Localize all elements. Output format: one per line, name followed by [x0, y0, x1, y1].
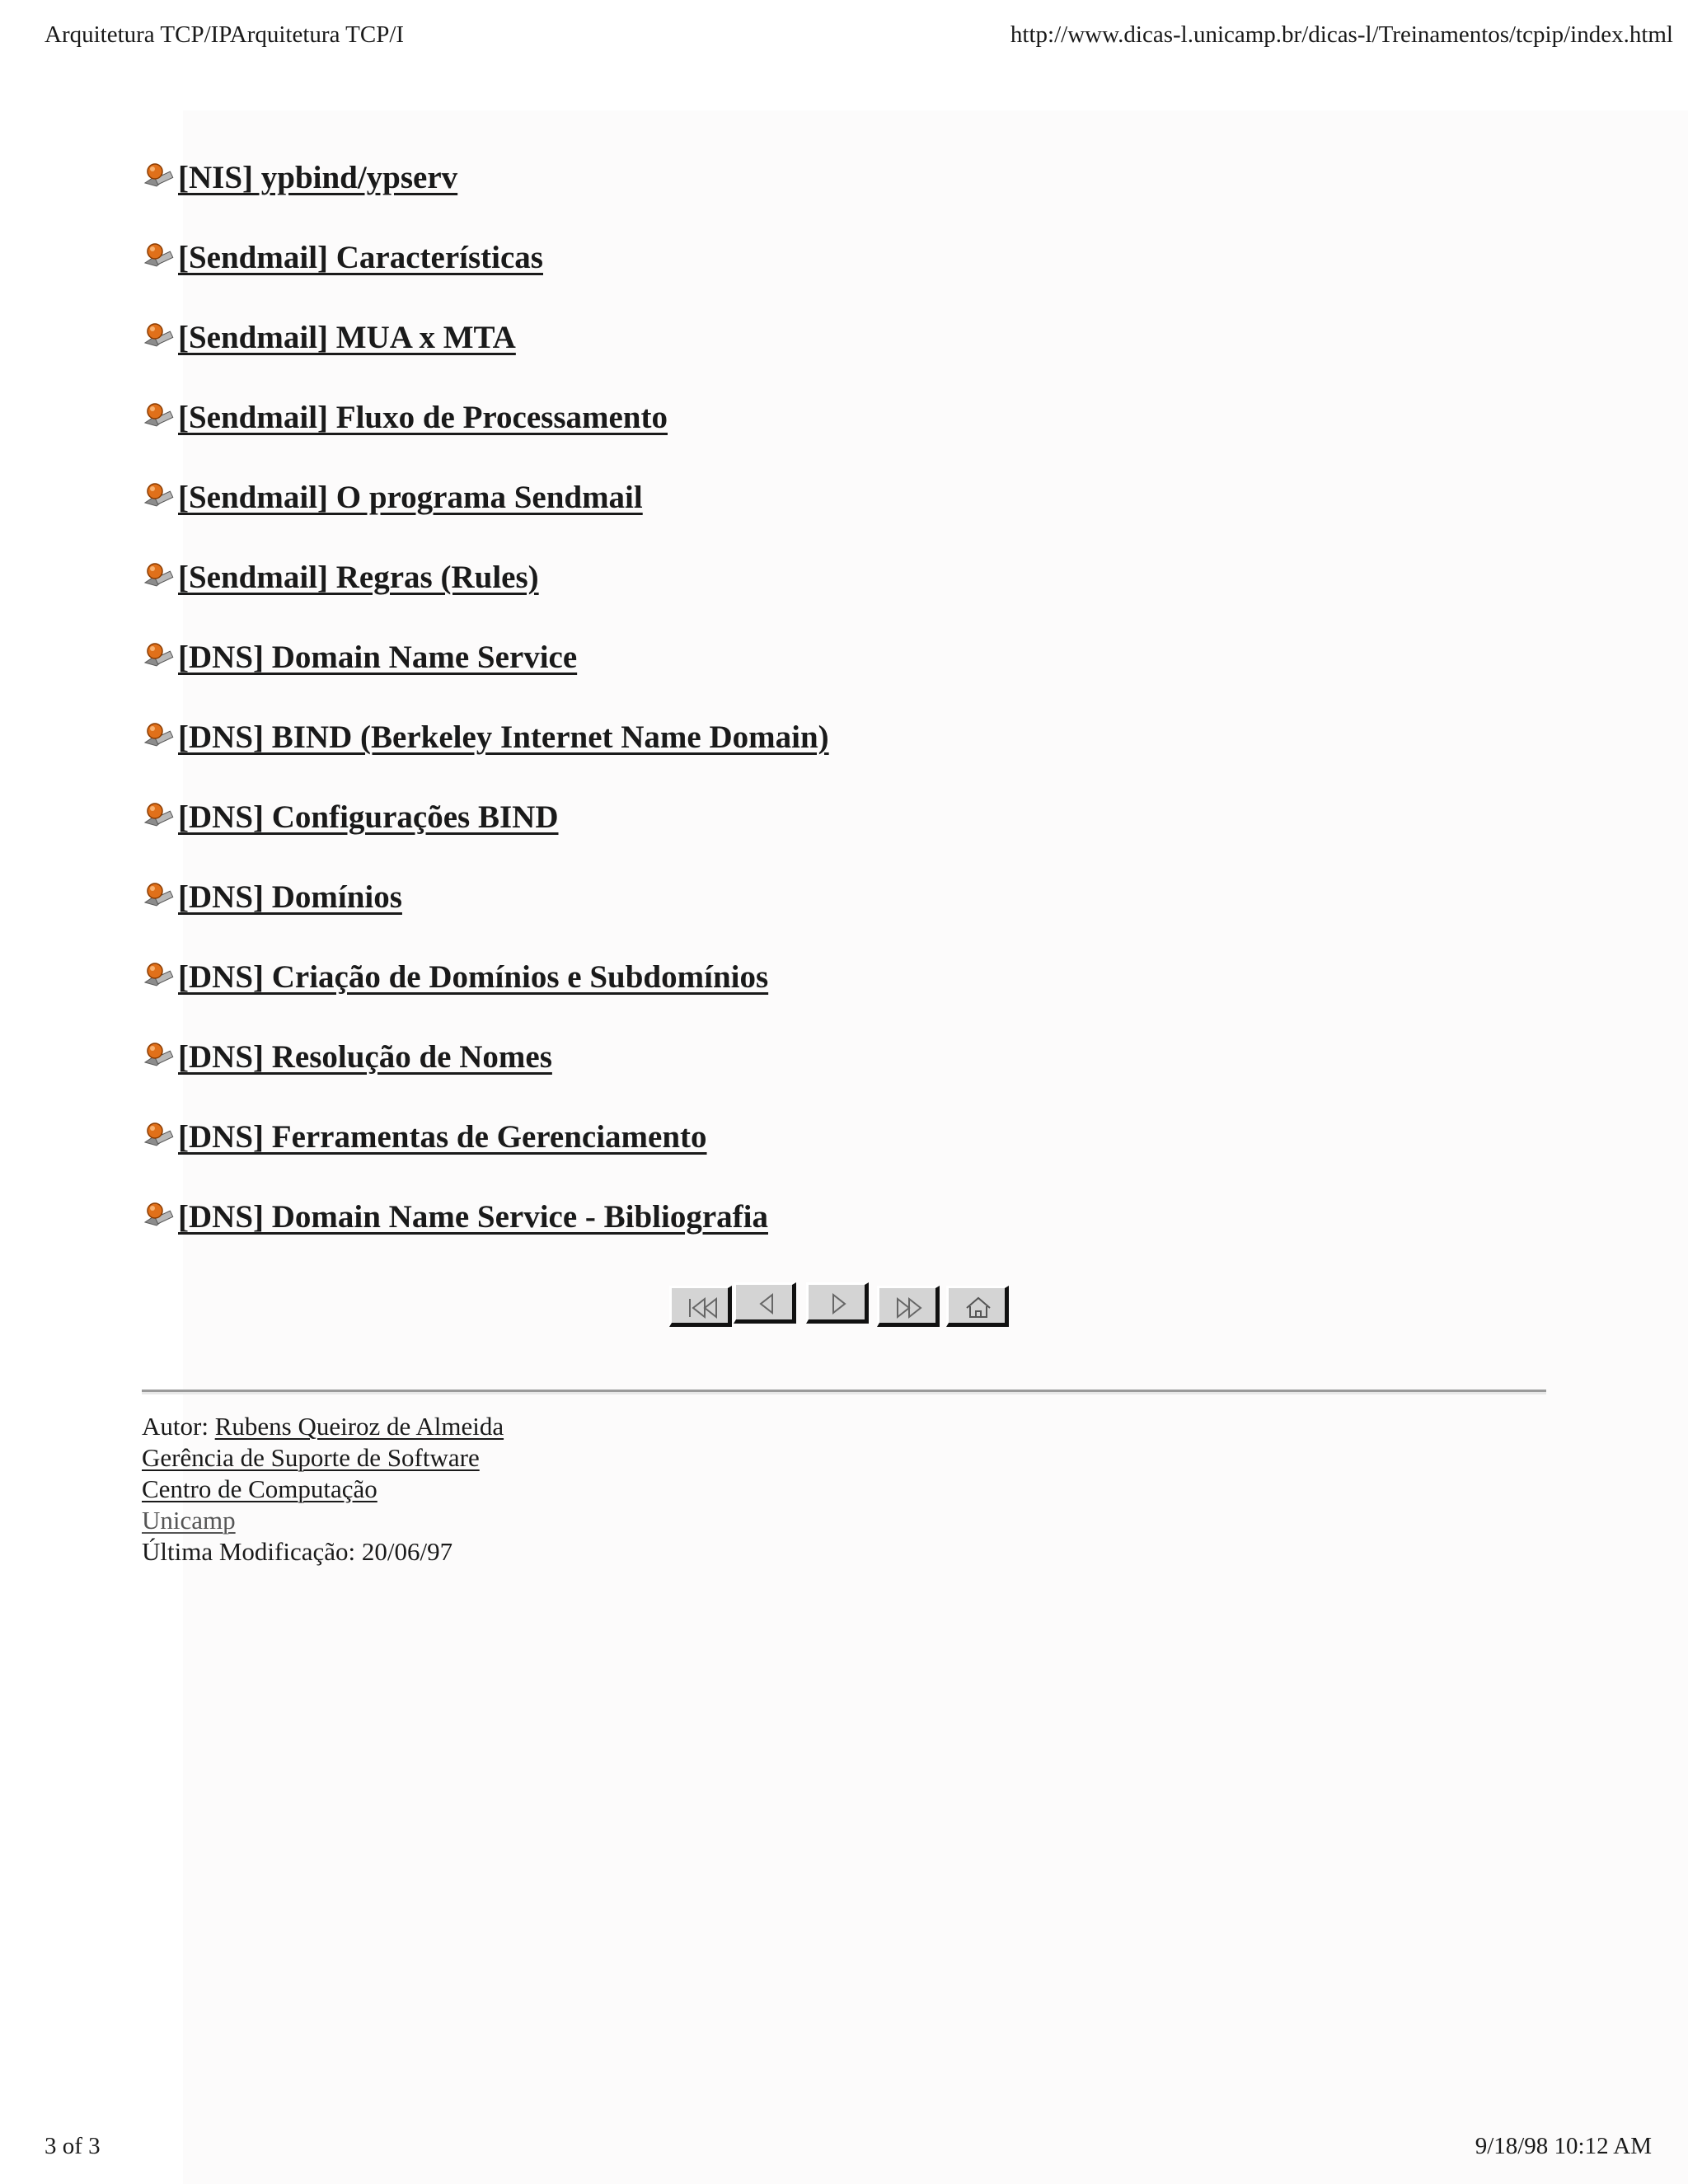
pushpin-icon: [142, 1201, 178, 1234]
last-modified: Última Modificação: 20/06/97: [142, 1537, 453, 1566]
list-item: [142, 476, 829, 556]
list-item: [142, 636, 829, 716]
pushpin-icon: [142, 162, 178, 194]
list-item: [142, 956, 829, 1036]
list-item: [142, 716, 829, 796]
list-item: [142, 876, 829, 956]
topic-link[interactable]: [Sendmail] MUA x MTA: [178, 320, 516, 355]
list-item: [142, 396, 829, 476]
topic-link[interactable]: [DNS] Configurações BIND: [178, 799, 559, 835]
topic-link[interactable]: [DNS] Resolução de Nomes: [178, 1039, 552, 1075]
pushpin-icon: [142, 561, 178, 594]
last-page-button[interactable]: [877, 1286, 940, 1327]
home-button[interactable]: [946, 1286, 1009, 1327]
pushpin-icon: [142, 881, 178, 914]
author-prefix: Autor:: [142, 1412, 215, 1441]
pushpin-icon: [142, 1121, 178, 1154]
topic-list: [142, 157, 829, 1276]
print-header: [0, 18, 1688, 51]
institution-link[interactable]: Unicamp: [142, 1506, 236, 1535]
print-header-title: Arquitetura TCP/IPArquitetura TCP/I: [45, 21, 405, 48]
page-number: 3 of 3: [45, 2133, 101, 2159]
pushpin-icon: [142, 241, 178, 274]
list-item: [142, 157, 829, 237]
topic-link[interactable]: [DNS] Ferramentas de Gerenciamento: [178, 1119, 707, 1155]
list-item: [142, 1196, 829, 1276]
list-item: [142, 1036, 829, 1116]
pushpin-icon: [142, 961, 178, 994]
topic-link[interactable]: [DNS] BIND (Berkeley Internet Name Domain): [178, 719, 829, 755]
institution-line: [142, 1505, 504, 1536]
list-item: [142, 796, 829, 876]
pushpin-icon: [142, 401, 178, 434]
pushpin-icon: [142, 321, 178, 354]
topic-link[interactable]: [DNS] Criação de Domínios e Subdomínios: [178, 959, 769, 995]
list-item: [142, 237, 829, 316]
print-header-url: http://www.dicas-l.unicamp.br/dicas-l/Treinamentos/tcpip/index.html: [1010, 21, 1673, 48]
list-item: [142, 556, 829, 636]
print-footer: [0, 2130, 1688, 2163]
previous-page-button[interactable]: [734, 1282, 796, 1324]
list-item: [142, 1116, 829, 1196]
pushpin-icon: [142, 641, 178, 674]
horizontal-rule: [142, 1390, 1546, 1394]
topic-link[interactable]: [NIS] ypbind/ypserv: [178, 160, 458, 195]
topic-link[interactable]: [DNS] Domain Name Service - Bibliografia: [178, 1199, 768, 1235]
topic-link[interactable]: [Sendmail] Fluxo de Processamento: [178, 400, 668, 435]
pushpin-icon: [142, 801, 178, 834]
author-line: [142, 1411, 504, 1442]
first-page-button[interactable]: [669, 1286, 732, 1327]
author-block: [142, 1411, 504, 1568]
next-page-button[interactable]: [806, 1282, 869, 1324]
topic-link[interactable]: [Sendmail] O programa Sendmail: [178, 480, 643, 515]
pushpin-icon: [142, 721, 178, 754]
author-name-link[interactable]: Rubens Queiroz de Almeida: [214, 1412, 504, 1441]
center-line: [142, 1474, 504, 1505]
topic-link[interactable]: [Sendmail] Características: [178, 240, 543, 275]
pushpin-icon: [142, 481, 178, 514]
computing-center-link[interactable]: Centro de Computação: [142, 1474, 377, 1503]
department-link[interactable]: Gerência de Suporte de Software: [142, 1443, 480, 1472]
print-datetime: 9/18/98 10:12 AM: [1475, 2133, 1652, 2159]
topic-link[interactable]: [DNS] Domain Name Service: [178, 640, 578, 675]
pushpin-icon: [142, 1041, 178, 1074]
topic-link[interactable]: [DNS] Domínios: [178, 879, 402, 915]
topic-link[interactable]: [Sendmail] Regras (Rules): [178, 560, 539, 595]
list-item: [142, 316, 829, 396]
dept-line: [142, 1442, 504, 1474]
